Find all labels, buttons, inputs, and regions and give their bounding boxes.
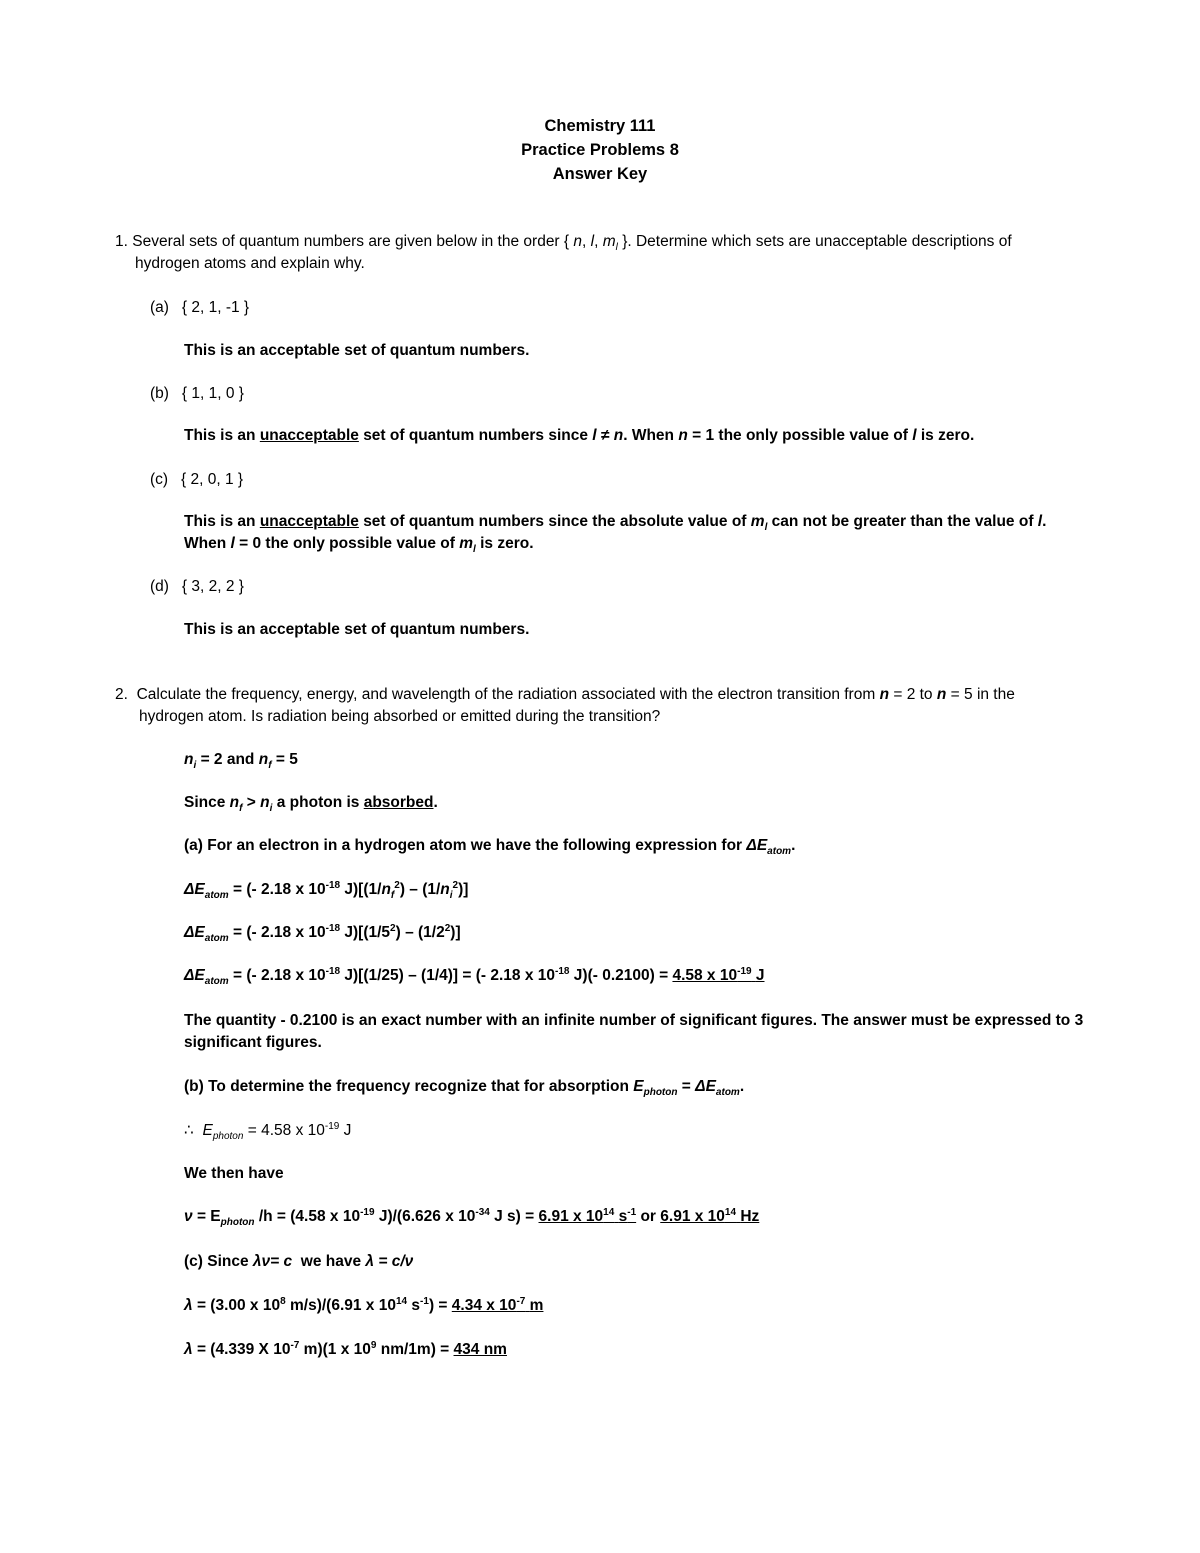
we-then-have: We then have [184,1165,284,1182]
frequency-result-s: 6.91 x $10^{14}$ $s^{-1}$ [538,1206,637,1225]
item-c-answer-line2: When l = 0 the only possible value of $m_l$ is zero. [184,535,534,556]
item-c-set: (c) { 2, 0, 1 } [150,471,244,488]
problem-2-question: 2. Calculate the frequency, energy, and wavelength of the radiation associated with the electron transition from n = 2 to n = 5 in the [115,686,1015,703]
problem-2-question-line2: hydrogen atom. Is radiation being absorbed or emitted during the transition? [139,708,661,725]
problem-set-title: Practice Problems 8 [521,141,679,159]
item-b-answer: This is an unacceptable set of quantum numbers since l ≠ n. When n = 1 the only possible value of l is zero. [184,427,975,444]
energy-equation-3: $\Delta E_{atom}$ = (- 2.18 x $10^{-18}$ J)[(1/25) – (1/4)] = (- 2.18 x $10^{-18}$ J)(- 0.2100) = 4.58 x $10^{-19}$ J [184,965,765,988]
item-a-set: (a) { 2, 1, -1 } [150,299,250,316]
item-b-set: (b) { 1, 1, 0 } [150,385,244,402]
wavelength-result-m: 4.34 x $10^{-7}$ m [451,1295,544,1314]
energy-equation-1: $\Delta E_{atom}$ = (- 2.18 x $10^{-18}$ $J)[(1/n_f^2) - (1/n_i^2)]$ [184,879,469,902]
energy-result: 4.58 x $10^{-19}$ J [672,965,765,984]
part-b-intro: (b) To determine the frequency recognize that for absorption $E_{photon} = \Delta E_{atom}$. [184,1078,745,1099]
course-title: Chemistry 111 [544,117,656,135]
wavelength-equation-1: λ = (3.00 x $10^8$ m/s)/(6.91 x $10^{14}$ $s^{-1}) = 4.34$ x $10^{-7}$ m [184,1295,544,1314]
energy-equation-2: $\Delta E_{atom}$ = (- 2.18 x $10^{-18}$ $J)[(1/5^2) - (1/2^2)]$ [184,922,461,945]
wavelength-equation-2: λ = (4.339 X $10^{-7}$ m)(1 x $10^9$ nm/1m) = 434 nm [184,1339,507,1358]
part-c-intro: (c) Since λν= c we have λ = c/ν [184,1253,414,1270]
problem-1-question: 1. Several sets of quantum numbers are given below in the order { n, l, $m_l$ }. Determine which sets are unacceptable descriptions of [115,233,1012,254]
quantum-levels: $n_i = 2$ and $n_f = 5$ [184,751,298,772]
photon-energy: ∴ $E_{photon} = 4.58$ x $10^{-19}$ J [184,1120,352,1143]
frequency-result-hz: 6.91 x $10^{14}$ Hz [660,1206,760,1225]
part-a-intro: (a) For an electron in a hydrogen atom we have the following expression for $\Delta E_{atom}$. [184,837,796,858]
item-d-answer: This is an acceptable set of quantum numbers. [184,621,530,638]
wavelength-result-nm: 434 nm [453,1341,507,1358]
item-a-answer: This is an acceptable set of quantum numbers. [184,342,530,359]
item-c-answer: This is an unacceptable set of quantum numbers since the absolute value of $m_l$ can not be greater than the value of l. [184,513,1047,534]
item-d-set: (d) { 3, 2, 2 } [150,578,244,595]
answer-key-title: Answer Key [552,165,648,183]
frequency-equation: $\nu = E_{photon}$ /h = (4.58 x $10^{-19}$ J)/(6.626 x $10^{-34}$ J s) = 6.91 x $10^{14}$ $s^{-1}$ or 6.91 x $10^{14}$ Hz [184,1206,760,1229]
absorption-statement: Since $n_f > n_i$ a photon is absorbed. [184,794,438,815]
problem-1-question-line2: hydrogen atoms and explain why. [135,255,365,272]
sig-fig-note-line2: significant figures. [184,1034,322,1051]
sig-fig-note: The quantity - 0.2100 is an exact number with an infinite number of significant figures. The answer must be expressed to 3 [184,1012,1084,1029]
